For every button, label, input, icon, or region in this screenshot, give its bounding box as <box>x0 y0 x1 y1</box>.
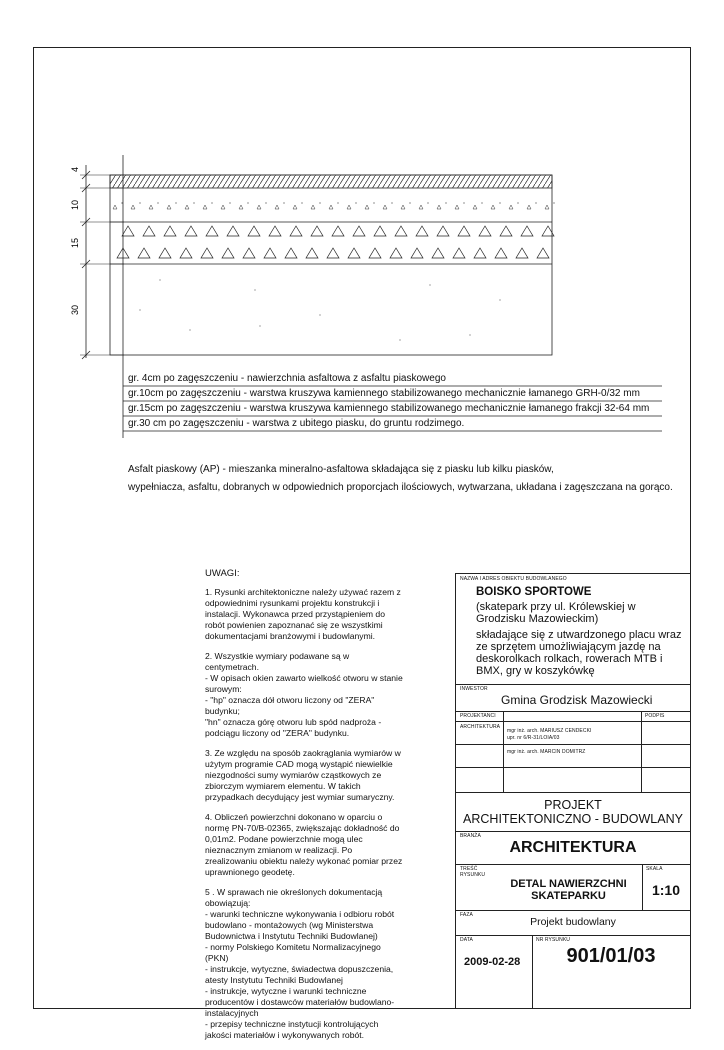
designers-label: PROJEKTANCI <box>460 713 496 719</box>
project-title <box>456 798 690 826</box>
project-line-1: PROJEKT <box>544 798 602 812</box>
notes-title: UWAGI: <box>205 568 240 579</box>
project-line-2: ARCHITEKTONICZNO - BUDOWLANY <box>463 812 683 826</box>
object-description: składające się z utwardzonego placu wraz ze sprzętem umożliwiającym jazdę na deskorolkach rolkach, rowerach MTB i BMX, gry w koszykówkę <box>476 629 682 677</box>
scale-label: SKALA <box>646 866 663 872</box>
layer-description-2: gr.10cm po zagęszczeniu - warstwa kruszywa kamiennego stabilizowanego mechanicznie łamanego GRH-0/32 mm <box>128 388 640 399</box>
content-label: TREŚĆ RYSUNKU <box>460 866 486 878</box>
sand-layer <box>139 279 500 340</box>
note-1: 1. Rysunki architektoniczne należy używać razem z odpowiednimi rysunkami projektu konstrukcji i instalacji. Wykonawca przed przystąpieniem do robót powienien zapoznanać się ze wszystkimi dokumentacjami branżowymi i budowlanymi. <box>205 587 401 641</box>
branch-value: ARCHITEKTURA <box>509 839 637 856</box>
layer-description-1: gr. 4cm po zagęszczeniu - nawierzchnia asfaltowa z asfaltu piaskowego <box>128 373 446 384</box>
definition-line-2: wypełniacza, asfaltu, dobranych w odpowiednich proporcjach ilościowych, wytwarzana, układana i zagęszczana na gorąco. <box>128 482 673 493</box>
object-label: NAZWA I ADRES OBIEKTU BUDOWLANEGO <box>460 576 567 582</box>
architecture-role-label: ARCHITEKTURA <box>460 724 501 730</box>
investor-name: Gmina Grodzisk Mazowiecki <box>501 693 653 707</box>
object-subtitle: (skatepark przy ul. Królewskiej w Grodzisku Mazowieckim) <box>476 601 636 625</box>
signature-label: PODPIS <box>645 713 665 719</box>
date-value: 2009-02-28 <box>464 956 521 968</box>
drawing-content: DETAL NAWIERZCHNI SKATEPARKU <box>510 878 627 902</box>
layer-description-3: gr.15cm po zagęszczeniu - warstwa kruszywa kamiennego stabilizowanego mechanicznie łamanego frakcji 32-64 mm <box>128 403 650 414</box>
dim-15: 15 <box>70 237 80 248</box>
date-label: DATA <box>460 937 473 943</box>
investor-label: INWESTOR <box>460 686 488 692</box>
phase-value: Projekt budowlany <box>530 916 616 928</box>
note-5: 5 . W sprawach nie określonych dokumentacją obowiązują: - warunki techniczne wykonywania i odbioru robót budowlano - montażowych (wg Ministerstwa Budownictwa i Instytutu Techniki Budowlanej) - normy Polskiego Komitetu Normalizacyjnego (PKN) - instrukcje, wytyczne, świadectwa dopuszczenia, atesty Instytutu Techniki Budowlanej - instrukcje, wytyczne i warunki techniczne producentów i dostawców materiałów budowlano-instalacyjnych - przepisy techniczne instytucji kontrolujących jakości materiałów i wykonywanych robót. <box>205 887 395 1040</box>
designer-2: mgr inż. arch. MARCIN DOMITRZ <box>507 749 586 755</box>
number-label: NR RYSUNKU <box>536 937 570 943</box>
dim-10: 10 <box>70 199 80 210</box>
drawing-number: 901/01/03 <box>566 945 656 967</box>
branch-label: BRANŻA <box>460 833 481 839</box>
dim-30: 30 <box>70 304 80 315</box>
note-3: 3. Ze względu na sposób zaokrąglania wymiarów w użytym programie CAD mogą wystąpić niewielkie niezgodności sumy wymiarów cząstkowych ze zbiorczym wymiarem elementu. W takich przypadkach decydujący jest wymiar sumaryczny. <box>205 748 401 802</box>
object-name: BOISKO SPORTOWE <box>476 586 592 598</box>
fine-aggregate-layer <box>113 202 555 209</box>
coarse-aggregate-layer <box>117 226 554 258</box>
note-2: 2. Wszystkie wymiary podawane są w centymetrach. - W opisach okien zawarto wielkość otworu w stanie surowym: - "hp" oznacza dół otworu liczony od "ZERA" budynku; "hn" oznacza górę otworu lub spód nadproża - podciągu liczony od "ZERA" budynku. <box>205 651 403 738</box>
layer-description-4: gr.30 cm po zagęszczeniu - warstwa z ubitego piasku, do gruntu rodzimego. <box>128 418 465 429</box>
title-block <box>455 573 690 1008</box>
dim-4: 4 <box>70 166 80 172</box>
scale-value: 1:10 <box>651 882 681 898</box>
designer-1-permission: upr. nr 6/R-31/LOIA/03 <box>507 735 560 741</box>
designer-1: mgr inż. arch. MARIUSZ CENDECKI <box>507 728 592 734</box>
definition-line-1: Asfalt piaskowy (AP) - mieszanka mineralno-asfaltowa składająca się z piasku lub kilku piasków, <box>128 464 554 475</box>
notes-section <box>205 568 405 1050</box>
phase-label: FAZA <box>460 912 473 918</box>
asphalt-definition <box>128 461 673 497</box>
note-4: 4. Obliczeń powierzchni dokonano w oparciu o normę PN-70/B-02365, zwiększając dokładność do 0,01m2. Podane powierzchnie mogą ulec nieznacznym zmianom w realizacji. Po zrealizowaniu obiektu należy wykonać pomiar przez uprawnionego geodetę. <box>205 812 403 877</box>
asphalt-layer <box>110 175 552 188</box>
